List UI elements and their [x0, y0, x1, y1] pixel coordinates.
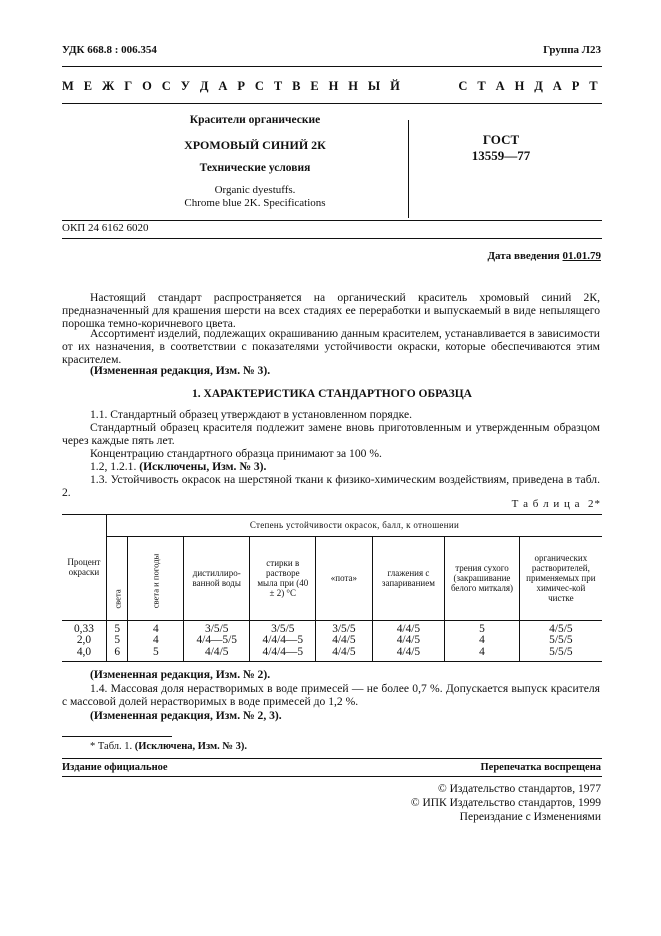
- intro-date-label: Дата введения: [487, 250, 560, 262]
- title-bottom-rule: [62, 220, 602, 221]
- table-cell: 4/5/5: [549, 622, 573, 635]
- footer-bottom-rule: [62, 776, 602, 777]
- standard-banner: М Е Ж Г О С У Д А Р С Т В Е Н Н Ы Й: [62, 79, 404, 93]
- fastness-table: [62, 514, 602, 662]
- banner-rule: [62, 103, 602, 104]
- group-code: Группа Л23: [543, 44, 601, 56]
- table-cell: 5: [445, 620, 520, 635]
- table-row: [62, 647, 602, 662]
- paragraph-assortment: Ассортимент изделий, подлежащих окрашиванию данным красителем, устанавливается в зависимости от их назначения, в соответствии с показателями устойчивости окраски, которые обеспечиваются этим красителем.: [62, 327, 600, 367]
- header-fastness: Степень устойчивости окрасок, балл, к отношении: [106, 514, 602, 536]
- table-cell: 4/4/5: [316, 635, 372, 647]
- paragraph-replace: Стандартный образец красителя подлежит замене вновь приготовленным и утвержденным образцом через каждые пять лет.: [62, 421, 600, 448]
- header-light: [106, 536, 128, 620]
- header-ironing: глажения с запариванием: [372, 536, 445, 620]
- paragraph-concentration: Концентрацию стандартного образца принимают за 100 %.: [90, 447, 382, 460]
- footnote-rule: [62, 736, 172, 737]
- okp-rule: [62, 238, 602, 239]
- table-cell: 5: [106, 620, 128, 635]
- table-cell: 4: [128, 635, 184, 647]
- table-cell: 4/4/5: [372, 635, 445, 647]
- table-cell: 5/5/5: [549, 634, 573, 647]
- footer-rule: [62, 758, 602, 759]
- copyright-1977: © Издательство стандартов, 1977: [437, 783, 601, 795]
- paragraph-1-3: 1.3. Устойчивость окрасок на шерстяной ткани к физико-химическим воздействиям, приведена в табл. 2.: [62, 473, 600, 500]
- amendment-note-1: (Измененная редакция, Изм. № 3).: [90, 364, 271, 377]
- okp-code: ОКП 24 6162 6020: [62, 222, 149, 234]
- gost-label: ГОСТ: [482, 132, 520, 147]
- gost-number: 13559—77: [471, 148, 531, 163]
- header-percent: Процент окраски: [62, 514, 106, 620]
- english-title-line1: Organic dyestuffs.: [214, 184, 296, 196]
- table-cell: 5: [106, 635, 128, 647]
- spec-title: Технические условия: [199, 162, 311, 174]
- title-divider: [408, 120, 409, 218]
- paragraph-1-4: 1.4. Массовая доля нерастворимых в воде примесей — не более 0,7 %. Допускается выпуск красителя с массовой долей нерастворимых в воде примесей до 1,2 %.: [62, 682, 600, 709]
- intro-date: [487, 250, 601, 262]
- table-cell: 4/4/4—5: [250, 647, 316, 662]
- table-cell: 5/5/5: [549, 645, 573, 658]
- table-cell: 4/4/5: [184, 647, 250, 662]
- header-light-weather: [128, 536, 184, 620]
- table-cell: 3/5/5: [316, 620, 372, 635]
- table-cell: 4,0: [62, 647, 106, 662]
- official-edition: Издание официальное: [62, 762, 168, 773]
- table-cell: 4: [128, 620, 184, 635]
- amendment-note-3: (Измененная редакция, Изм. № 2, 3).: [90, 709, 282, 722]
- section-1-title: 1. ХАРАКТЕРИСТИКА СТАНДАРТНОГО ОБРАЗЦА: [192, 388, 472, 400]
- reprint-prohibited: Перепечатка воспрещена: [480, 762, 601, 773]
- header-sweat: «пота»: [316, 536, 372, 620]
- paragraph-scope: Настоящий стандарт распространяется на органический краситель хромовый синий 2К, предназначенный для крашения шерсти на всех стадиях ее переработки и выпускаемый в виде непылящего порошка темно-коричневого цвета.: [62, 291, 600, 331]
- table-row: [62, 620, 602, 635]
- product-name: ХРОМОВЫЙ СИНИЙ 2К: [184, 138, 326, 152]
- footnote-marker: *: [90, 741, 96, 752]
- paragraph-1-2-note: (Исключены, Изм. № 3).: [139, 460, 267, 473]
- product-category: Красители органические: [189, 114, 321, 126]
- standard-banner-right: С Т А Н Д А Р Т: [458, 79, 601, 93]
- english-title-line2: Chrome blue 2K. Specifications: [184, 197, 326, 209]
- table-cell: 4: [445, 635, 520, 647]
- table-cell: 6: [106, 647, 128, 662]
- header-light-text: света: [112, 588, 123, 609]
- table-cell: 3/5/5: [250, 620, 316, 635]
- table-caption: Т а б л и ц а 2*: [511, 498, 601, 510]
- table-cell: 4/4/5: [316, 647, 372, 662]
- udk-code: УДК 668.8 : 006.354: [62, 44, 157, 56]
- table-cell: 4/4/4—5: [250, 635, 316, 647]
- table-cell: 5: [128, 647, 184, 662]
- paragraph-1-2-prefix: 1.2, 1.2.1.: [90, 460, 137, 473]
- amendment-note-2: (Измененная редакция, Изм. № 2).: [90, 668, 271, 681]
- header-washing: стирки в растворе мыла при (40 ± 2) °С: [250, 536, 316, 620]
- table-row: [62, 635, 602, 647]
- copyright-1999: © ИПК Издательство стандартов, 1999: [410, 797, 601, 809]
- table-cell: 4/4/5: [372, 620, 445, 635]
- header-water: дистиллиро-ванной воды: [184, 536, 250, 620]
- header-rubbing: трения сухого (закрашивание белого миткаля): [445, 536, 520, 620]
- reissue-note: Переиздание с Изменениями: [459, 811, 601, 823]
- table-cell: 2,0: [62, 635, 106, 647]
- intro-date-value: 01.01.79: [562, 250, 601, 262]
- table-cell: 4/4/5: [372, 647, 445, 662]
- footnote-text: Табл. 1.: [97, 741, 133, 752]
- paragraph-1-2: [62, 460, 600, 473]
- table-cell: 0,33: [62, 620, 106, 635]
- footnote: [90, 741, 247, 752]
- table-cell: 3/5/5: [184, 620, 250, 635]
- footnote-note: (Исключена, Изм. № 3).: [134, 741, 247, 752]
- table-cell: 4/4—5/5: [184, 635, 250, 647]
- top-rule: [62, 66, 602, 67]
- paragraph-1-1: 1.1. Стандартный образец утверждают в установленном порядке.: [90, 408, 413, 421]
- table-cell: 4: [445, 647, 520, 662]
- header-solvents: органических растворителей, применяемых при химичес-кой чистке: [526, 553, 596, 603]
- header-light-weather-text: света и погоды: [150, 553, 161, 608]
